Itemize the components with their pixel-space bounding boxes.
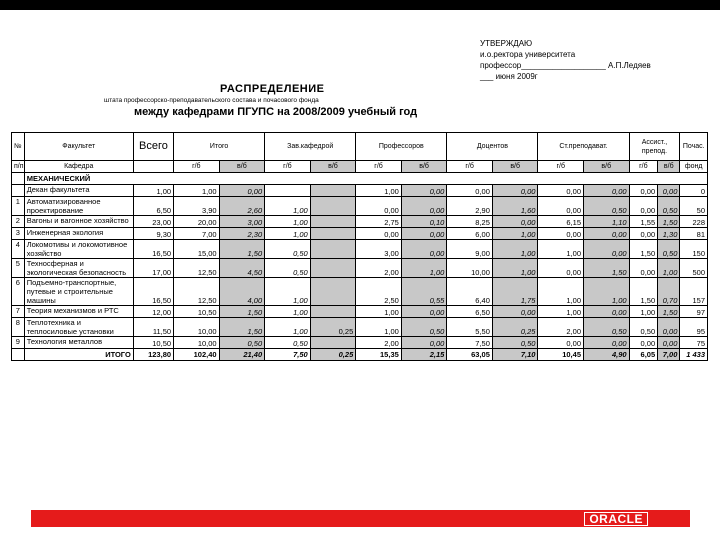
col-poch: Почас.	[680, 133, 708, 161]
table-cell: 10,50	[133, 337, 173, 349]
table-cell: 1,00	[584, 278, 630, 306]
table-cell: 9,30	[133, 228, 173, 240]
table-cell	[310, 240, 356, 259]
table-cell: 1,00	[538, 306, 584, 318]
total-cell: 6,05	[629, 349, 658, 361]
table-cell	[310, 185, 356, 197]
department-name: Локомотивы и локомотивное хозяйство	[24, 240, 133, 259]
table-cell: 1,75	[492, 278, 538, 306]
table-cell: 7,50	[447, 337, 493, 349]
table-cell: 23,00	[133, 216, 173, 228]
col-prof: Профессоров	[356, 133, 447, 161]
approval-line: УТВЕРЖДАЮ	[480, 39, 533, 48]
table-cell: 0,00	[401, 306, 447, 318]
table-cell: 0,00	[492, 306, 538, 318]
page-title-secondary: между кафедрами ПГУПС на 2008/2009 учебный год	[134, 106, 418, 118]
page-subtitle: штата профессорско-преподавательского состава и почасового фонда	[104, 97, 319, 104]
table-cell: 0	[680, 185, 708, 197]
table-cell: 2,00	[538, 318, 584, 337]
table-cell: 1,00	[265, 228, 311, 240]
table-row	[12, 228, 708, 240]
table-cell: 0,50	[265, 240, 311, 259]
table-cell: 0,00	[658, 318, 680, 337]
table-cell: 1,50	[219, 306, 265, 318]
table-cell: 1,00	[658, 259, 680, 278]
row-number: 7	[12, 306, 25, 318]
table-cell: 50	[680, 197, 708, 216]
col-empty	[133, 161, 173, 173]
table-cell: 0,50	[584, 318, 630, 337]
table-cell: 2,60	[219, 197, 265, 216]
table-cell: 0,00	[538, 228, 584, 240]
table-cell: 6,15	[538, 216, 584, 228]
col-gb: г/б	[174, 161, 220, 173]
department-name: Инженерная экология	[24, 228, 133, 240]
table-cell: 228	[680, 216, 708, 228]
col-no: №	[12, 133, 25, 161]
col-vb: в/б	[219, 161, 265, 173]
row-number	[12, 185, 25, 197]
table-cell: 1,00	[265, 197, 311, 216]
table-cell: 15,00	[174, 240, 220, 259]
total-cell: 7,00	[658, 349, 680, 361]
col-vb: в/б	[584, 161, 630, 173]
table-cell: 1,50	[629, 278, 658, 306]
table-cell: 12,50	[174, 278, 220, 306]
table-cell: 0,00	[629, 337, 658, 349]
table-cell: 0,50	[584, 197, 630, 216]
table-row	[12, 240, 708, 259]
table-cell: 0,25	[492, 318, 538, 337]
approval-block	[480, 38, 651, 82]
table-cell: 2,90	[447, 197, 493, 216]
total-cell: 7,50	[265, 349, 311, 361]
total-label: ИТОГО	[24, 349, 133, 361]
table-cell: 0,00	[401, 240, 447, 259]
table-cell: 6,50	[133, 197, 173, 216]
table-cell: 150	[680, 240, 708, 259]
top-black-bar	[0, 0, 720, 10]
table-cell: 1,00	[265, 278, 311, 306]
row-number: 9	[12, 337, 25, 349]
table-cell	[310, 259, 356, 278]
table-cell: 0,00	[584, 185, 630, 197]
distribution-table	[11, 132, 708, 361]
col-vb: в/б	[492, 161, 538, 173]
table-cell: 157	[680, 278, 708, 306]
footer-bar	[31, 510, 690, 527]
table-cell: 1,00	[492, 240, 538, 259]
table-cell: 6,50	[447, 306, 493, 318]
total-cell: 21,40	[219, 349, 265, 361]
col-itogo: Итого	[174, 133, 265, 161]
table-cell: 3,90	[174, 197, 220, 216]
row-number: 3	[12, 228, 25, 240]
table-cell: 1,00	[492, 228, 538, 240]
table-cell: 0,00	[538, 259, 584, 278]
col-vb: в/б	[310, 161, 356, 173]
table-header-row	[12, 133, 708, 161]
col-vb: в/б	[401, 161, 447, 173]
table-cell: 10,00	[447, 259, 493, 278]
table-cell: 0,00	[629, 228, 658, 240]
total-cell: 7,10	[492, 349, 538, 361]
table-cell: 1,60	[492, 197, 538, 216]
table-cell: 1,00	[265, 318, 311, 337]
row-number: 5	[12, 259, 25, 278]
row-number: 1	[12, 197, 25, 216]
table-cell: 0,00	[584, 228, 630, 240]
table-cell: 0,50	[219, 337, 265, 349]
table-cell: 0,50	[265, 259, 311, 278]
table-cell: 0,00	[492, 216, 538, 228]
department-name: Техносферная и экологическая безопасность	[24, 259, 133, 278]
table-cell: 7,00	[174, 228, 220, 240]
table-cell: 2,00	[356, 259, 402, 278]
department-name: Теория механизмов и РТС	[24, 306, 133, 318]
table-cell: 0,50	[658, 197, 680, 216]
total-cell: 10,45	[538, 349, 584, 361]
row-number: 6	[12, 278, 25, 306]
col-doc: Доцентов	[447, 133, 538, 161]
table-cell: 1,00	[133, 185, 173, 197]
col-gb: г/б	[629, 161, 658, 173]
table-cell: 10,50	[174, 306, 220, 318]
table-cell: 0,00	[492, 185, 538, 197]
total-cell: 63,05	[447, 349, 493, 361]
table-cell: 0,55	[401, 278, 447, 306]
table-cell: 0,50	[265, 337, 311, 349]
table-cell	[310, 228, 356, 240]
table-cell: 6,00	[447, 228, 493, 240]
table-cell	[310, 306, 356, 318]
col-kafedra: Кафедра	[24, 161, 133, 173]
table-cell	[310, 197, 356, 216]
table-cell: 1,00	[492, 259, 538, 278]
table-cell: 1,50	[658, 216, 680, 228]
table-cell: 1,50	[219, 240, 265, 259]
table-cell: 0,00	[629, 259, 658, 278]
table-cell: 2,30	[219, 228, 265, 240]
table-cell: 0,00	[658, 185, 680, 197]
table-row	[12, 259, 708, 278]
table-cell: 20,00	[174, 216, 220, 228]
table-cell: 12,00	[133, 306, 173, 318]
page-title: РАСПРЕДЕЛЕНИЕ	[220, 83, 325, 95]
table-row	[12, 278, 708, 306]
table-cell: 97	[680, 306, 708, 318]
total-cell: 15,35	[356, 349, 402, 361]
table-cell: 0,00	[538, 337, 584, 349]
table-cell: 0,00	[538, 197, 584, 216]
approval-line: и.о.ректора университета	[480, 50, 576, 59]
table-cell: 0,70	[658, 278, 680, 306]
table-cell: 0,00	[401, 197, 447, 216]
table-cell: 500	[680, 259, 708, 278]
table-cell: 1,10	[584, 216, 630, 228]
table-cell: 0,00	[356, 228, 402, 240]
table-cell: 5,50	[447, 318, 493, 337]
col-gb: г/б	[538, 161, 584, 173]
table-cell: 0,00	[219, 185, 265, 197]
table-cell	[265, 185, 311, 197]
table-cell: 4,00	[219, 278, 265, 306]
table-cell: 1,00	[356, 306, 402, 318]
table-cell: 0,00	[584, 240, 630, 259]
table-cell: 81	[680, 228, 708, 240]
table-cell: 0,25	[310, 318, 356, 337]
col-gb: г/б	[356, 161, 402, 173]
table-cell: 2,00	[356, 337, 402, 349]
department-name: Технология металлов	[24, 337, 133, 349]
total-cell: 1 433	[680, 349, 708, 361]
department-name: Автоматизированное проектирование	[24, 197, 133, 216]
department-name: Декан факультета	[24, 185, 133, 197]
table-cell: 0,00	[658, 337, 680, 349]
table-cell: 3,00	[356, 240, 402, 259]
table-cell: 9,00	[447, 240, 493, 259]
table-cell: 75	[680, 337, 708, 349]
table-cell: 1,00	[174, 185, 220, 197]
department-name: Подъемно-транспортные, путевые и строительные машины	[24, 278, 133, 306]
table-cell	[310, 216, 356, 228]
table-cell: 0,00	[356, 197, 402, 216]
col-zav: Зав.кафедрой	[265, 133, 356, 161]
table-cell: 0,00	[401, 228, 447, 240]
total-row	[12, 349, 708, 361]
table-cell: 1,00	[356, 185, 402, 197]
table-cell: 0,50	[629, 318, 658, 337]
table-cell: 1,30	[658, 228, 680, 240]
table-row	[12, 216, 708, 228]
table-cell: 12,50	[174, 259, 220, 278]
table-row	[12, 318, 708, 337]
table-cell: 0,00	[629, 197, 658, 216]
table-cell: 17,00	[133, 259, 173, 278]
table-cell: 1,00	[265, 216, 311, 228]
table-cell: 0,10	[401, 216, 447, 228]
row-number: 8	[12, 318, 25, 337]
section-row	[12, 173, 708, 185]
oracle-logo: ORACLE	[584, 512, 648, 526]
col-faculty: Факультет	[24, 133, 133, 161]
section-label: МЕХАНИЧЕСКИЙ	[24, 173, 707, 185]
col-pp: п/п	[12, 161, 25, 173]
table-row	[12, 337, 708, 349]
total-cell: 102,40	[174, 349, 220, 361]
table-cell: 10,00	[174, 337, 220, 349]
table-cell: 4,50	[219, 259, 265, 278]
table-cell: 0,50	[492, 337, 538, 349]
col-assist: Ассист., препод.	[629, 133, 680, 161]
table-cell: 1,50	[658, 306, 680, 318]
table-cell	[310, 278, 356, 306]
row-number: 4	[12, 240, 25, 259]
department-name: Вагоны и вагонное хозяйство	[24, 216, 133, 228]
table-cell: 8,25	[447, 216, 493, 228]
table-cell: 2,50	[356, 278, 402, 306]
col-vb: в/б	[658, 161, 680, 173]
table-cell: 3,00	[219, 216, 265, 228]
table-row	[12, 197, 708, 216]
approval-line: ___ июня 2009г	[480, 72, 538, 81]
department-name: Теплотехника и теплосиловые установки	[24, 318, 133, 337]
col-fond: фонд	[680, 161, 708, 173]
approval-line: профессор___________________ А.П.Ледяев	[480, 61, 651, 70]
table-cell: 1,50	[629, 240, 658, 259]
table-cell: 6,40	[447, 278, 493, 306]
table-cell: 1,55	[629, 216, 658, 228]
table-cell: 0,00	[447, 185, 493, 197]
table-cell: 0,00	[401, 337, 447, 349]
col-gb: г/б	[447, 161, 493, 173]
table-cell: 0,00	[538, 185, 584, 197]
table-cell: 0,00	[584, 306, 630, 318]
table-subheader-row	[12, 161, 708, 173]
table-cell: 16,50	[133, 278, 173, 306]
table-cell: 1,50	[219, 318, 265, 337]
col-st: Ст.преподават.	[538, 133, 629, 161]
table-cell: 0,00	[401, 185, 447, 197]
col-vsego: Всего	[133, 133, 173, 161]
row-number: 2	[12, 216, 25, 228]
total-cell: 123,80	[133, 349, 173, 361]
table-cell: 10,00	[174, 318, 220, 337]
table-cell: 16,50	[133, 240, 173, 259]
table-row	[12, 185, 708, 197]
table-cell	[310, 337, 356, 349]
table-cell: 0,50	[658, 240, 680, 259]
table-row	[12, 306, 708, 318]
table-cell: 11,50	[133, 318, 173, 337]
table-cell: 1,50	[584, 259, 630, 278]
table-cell: 95	[680, 318, 708, 337]
table-cell: 1,00	[265, 306, 311, 318]
table-cell: 0,00	[629, 185, 658, 197]
table-cell: 1,00	[538, 278, 584, 306]
table-cell: 2,75	[356, 216, 402, 228]
table-cell: 0,00	[584, 337, 630, 349]
table-cell: 1,00	[356, 318, 402, 337]
total-cell: 2,15	[401, 349, 447, 361]
table-cell: 1,00	[629, 306, 658, 318]
total-cell: 0,25	[310, 349, 356, 361]
table-cell: 0,50	[401, 318, 447, 337]
table-cell: 1,00	[401, 259, 447, 278]
table-cell: 1,00	[538, 240, 584, 259]
col-gb: г/б	[265, 161, 311, 173]
total-cell: 4,90	[584, 349, 630, 361]
